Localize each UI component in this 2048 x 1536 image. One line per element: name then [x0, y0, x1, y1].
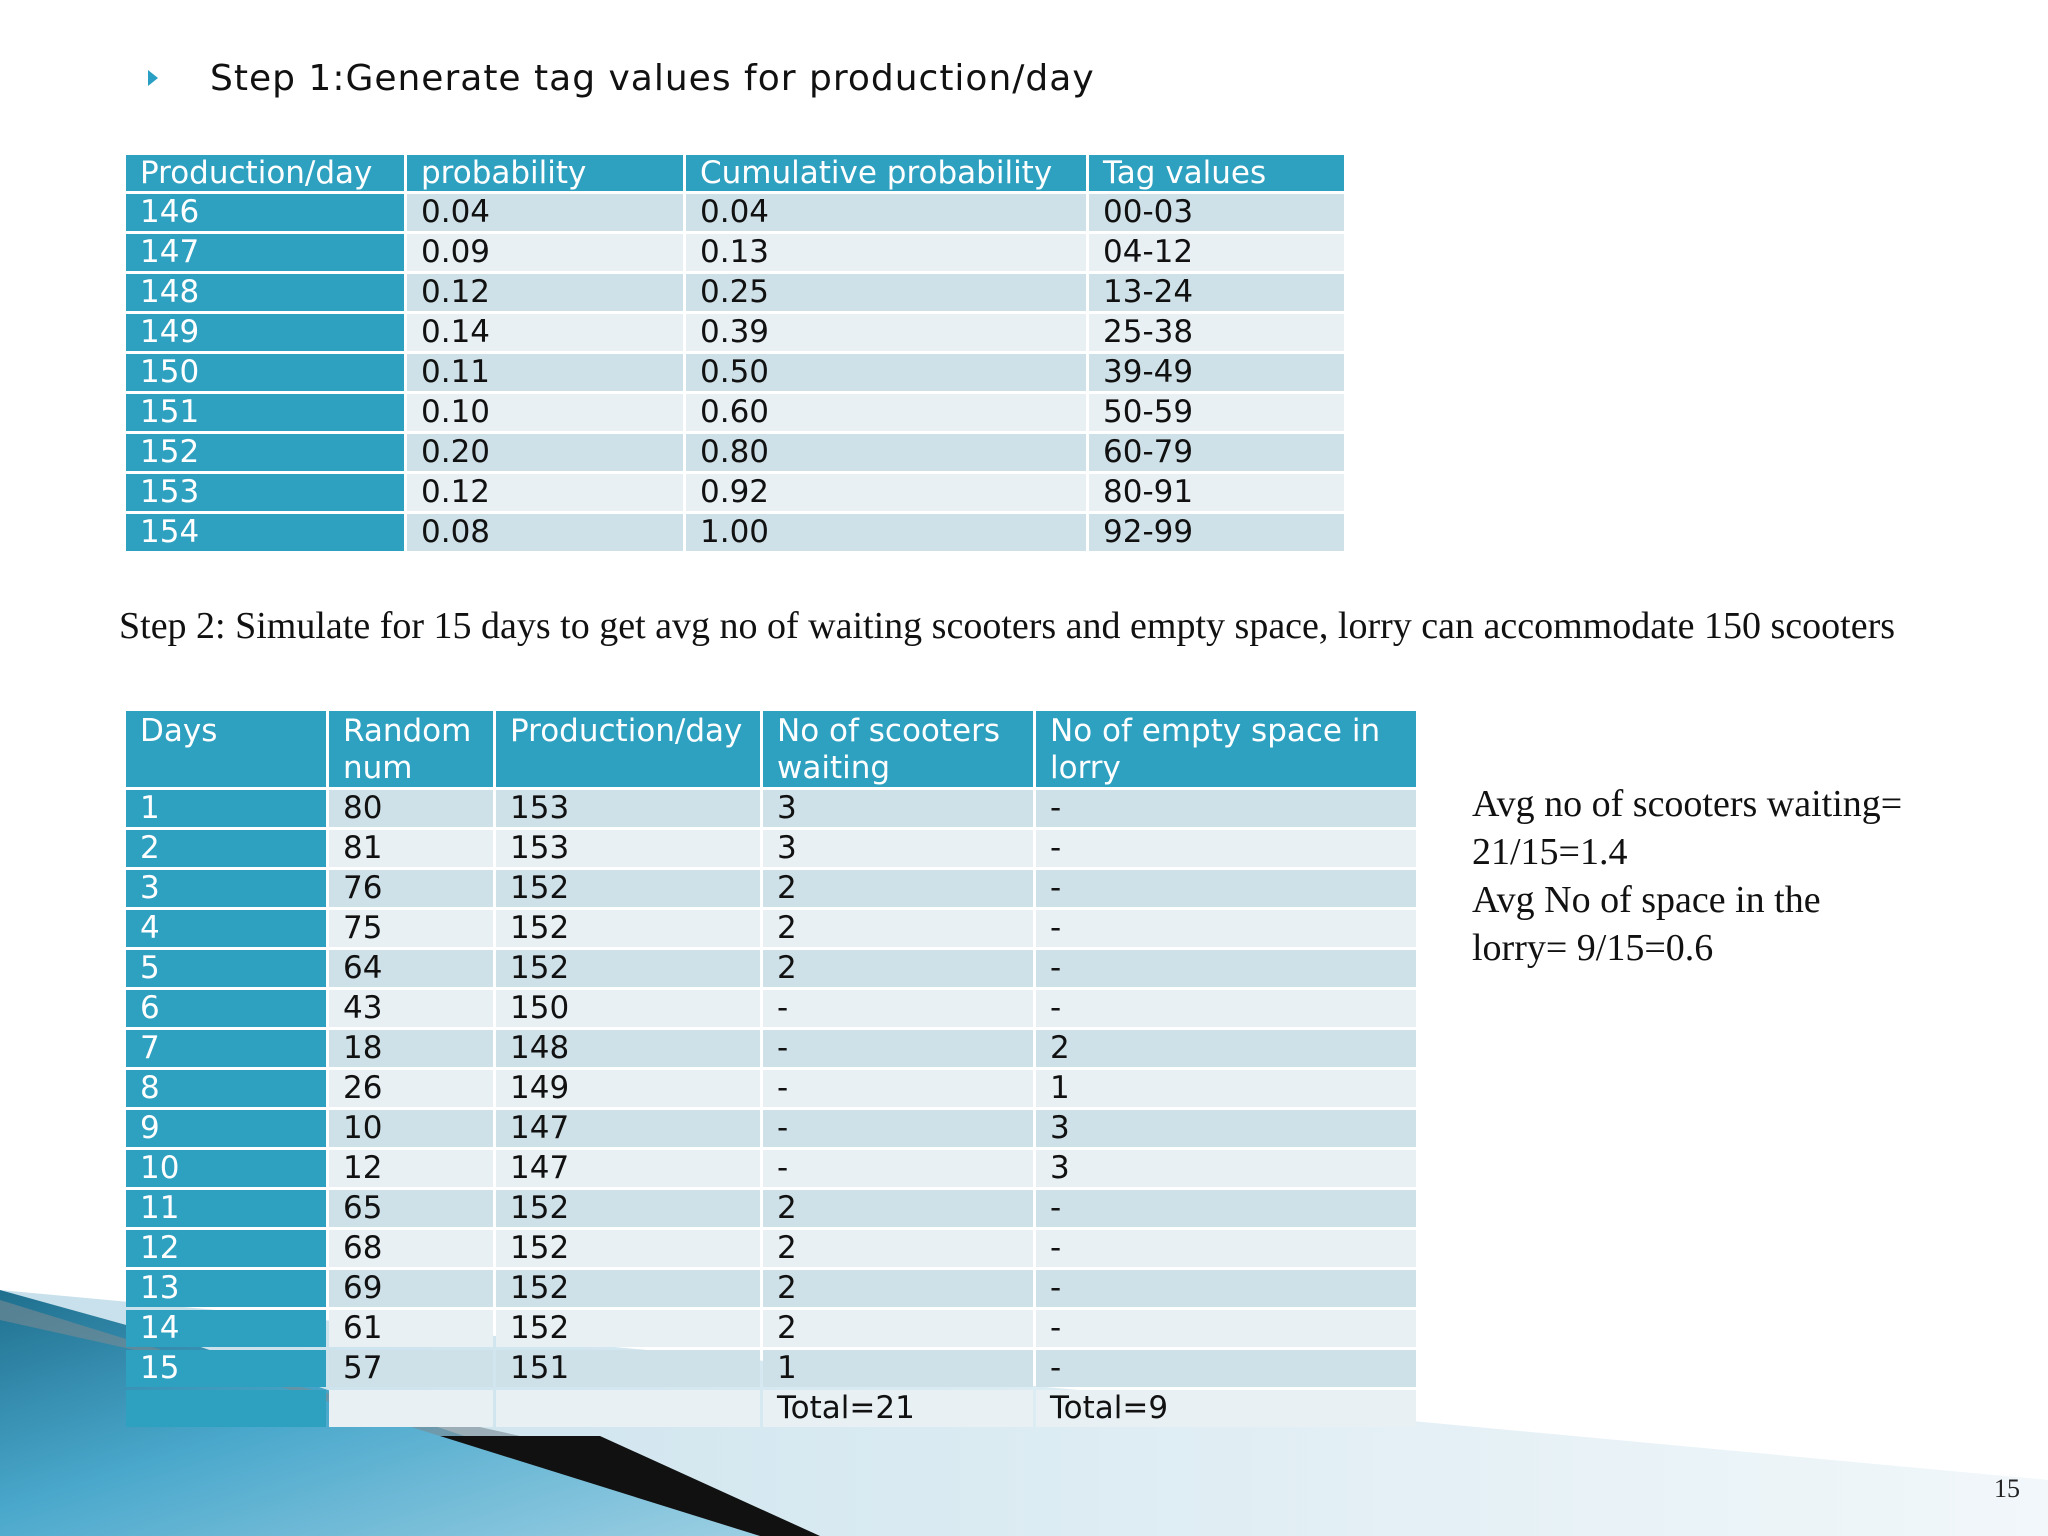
table-cell: 152: [126, 434, 404, 471]
table-cell: 0.80: [686, 434, 1086, 471]
table-row: [126, 274, 1344, 311]
table-cell: 0.60: [686, 394, 1086, 431]
table-cell: -: [1036, 1310, 1416, 1347]
table-cell: 152: [496, 910, 760, 947]
table-cell: 65: [329, 1190, 493, 1227]
table-cell: 18: [329, 1030, 493, 1067]
table-cell: 61: [329, 1310, 493, 1347]
table-cell: -: [1036, 1190, 1416, 1227]
table-cell: 0.39: [686, 314, 1086, 351]
table-cell: 92-99: [1089, 514, 1344, 551]
table-cell: 13-24: [1089, 274, 1344, 311]
table-cell: -: [763, 1110, 1033, 1147]
table-row: [126, 1190, 1416, 1227]
table-cell: 0.14: [407, 314, 683, 351]
table-cell: 15: [126, 1350, 326, 1387]
table-row: [126, 434, 1344, 471]
header-cell: No of empty space in lorry: [1036, 711, 1416, 787]
table-row: [126, 1070, 1416, 1107]
table-cell: 152: [496, 1230, 760, 1267]
table-cell: 2: [763, 1310, 1033, 1347]
table-cell: 10: [126, 1150, 326, 1187]
table-row: [126, 1230, 1416, 1267]
table-cell: 151: [126, 394, 404, 431]
table-cell: 0.92: [686, 474, 1086, 511]
table-row: [126, 474, 1344, 511]
table-row: [126, 1350, 1416, 1387]
table-cell: 0.20: [407, 434, 683, 471]
table-cell: 69: [329, 1270, 493, 1307]
header-cell: Production/day: [126, 155, 404, 191]
table-cell: 75: [329, 910, 493, 947]
table-cell: 148: [126, 274, 404, 311]
table-cell: 64: [329, 950, 493, 987]
table-cell: 80-91: [1089, 474, 1344, 511]
table-row: [126, 194, 1344, 231]
step1-heading: [148, 48, 1095, 108]
table-cell: -: [763, 1150, 1033, 1187]
table-cell: 6: [126, 990, 326, 1027]
table-cell: -: [1036, 1230, 1416, 1267]
table-cell: -: [1036, 870, 1416, 907]
table-row: [126, 1310, 1416, 1347]
table-cell: 0.10: [407, 394, 683, 431]
table-cell: 2: [763, 910, 1033, 947]
header-cell: Production/day: [496, 711, 760, 787]
table-row: [126, 790, 1416, 827]
table-row: [126, 234, 1344, 271]
total-empty-space-cell: Total=9: [1036, 1390, 1416, 1427]
table-cell: 2: [763, 950, 1033, 987]
table-cell: 25-38: [1089, 314, 1344, 351]
table-cell: 2: [763, 1270, 1033, 1307]
table-cell: 4: [126, 910, 326, 947]
table-cell: 2: [763, 1190, 1033, 1227]
table-cell: 5: [126, 950, 326, 987]
table-cell: -: [763, 990, 1033, 1027]
table-cell: 14: [126, 1310, 326, 1347]
table-cell: 76: [329, 870, 493, 907]
table-row: [126, 870, 1416, 907]
table-cell: 147: [496, 1150, 760, 1187]
table-cell: 04-12: [1089, 234, 1344, 271]
table-cell: 1: [1036, 1070, 1416, 1107]
table-cell: 10: [329, 1110, 493, 1147]
table-row: [126, 1110, 1416, 1147]
average-summary: [1472, 780, 1992, 972]
header-cell: No of scooters waiting: [763, 711, 1033, 787]
table-cell: 0.50: [686, 354, 1086, 391]
table-cell: -: [1036, 790, 1416, 827]
table-row: [126, 910, 1416, 947]
simulation-table: [123, 708, 1419, 1430]
tag-values-table: [123, 152, 1347, 554]
table-cell: -: [1036, 990, 1416, 1027]
table-cell: 148: [496, 1030, 760, 1067]
header-cell: probability: [407, 155, 683, 191]
table-cell: 152: [496, 1270, 760, 1307]
table-row: [126, 514, 1344, 551]
table-cell: 39-49: [1089, 354, 1344, 391]
table-cell: -: [763, 1070, 1033, 1107]
table-cell: 146: [126, 194, 404, 231]
table-cell: 00-03: [1089, 194, 1344, 231]
table-cell: -: [763, 1030, 1033, 1067]
table-header-row: [126, 155, 1344, 191]
table-cell: 12: [329, 1150, 493, 1187]
table-cell: 152: [496, 1310, 760, 1347]
table-cell: 13: [126, 1270, 326, 1307]
total-waiting-cell: Total=21: [763, 1390, 1033, 1427]
table-cell: 153: [496, 830, 760, 867]
table-cell: [126, 1390, 326, 1427]
table-cell: 81: [329, 830, 493, 867]
table-cell: 0.04: [686, 194, 1086, 231]
table-header-row: [126, 711, 1416, 787]
table-cell: 0.09: [407, 234, 683, 271]
table-total-row: [126, 1390, 1416, 1427]
table-cell: 1: [763, 1350, 1033, 1387]
table-row: [126, 990, 1416, 1027]
table-cell: 0.11: [407, 354, 683, 391]
table-row: [126, 1030, 1416, 1067]
table-cell: 152: [496, 870, 760, 907]
table-cell: 0.12: [407, 274, 683, 311]
summary-line: Avg no of scooters waiting=: [1472, 783, 1903, 825]
table-cell: 9: [126, 1110, 326, 1147]
summary-line: Avg No of space in the: [1472, 879, 1821, 921]
table-cell: [496, 1390, 760, 1427]
table-cell: 80: [329, 790, 493, 827]
table-row: [126, 314, 1344, 351]
table-cell: 149: [496, 1070, 760, 1107]
table-cell: 43: [329, 990, 493, 1027]
table-cell: 147: [126, 234, 404, 271]
table-cell: 60-79: [1089, 434, 1344, 471]
table-cell: 150: [496, 990, 760, 1027]
table-row: [126, 830, 1416, 867]
table-cell: [329, 1390, 493, 1427]
table-cell: 3: [1036, 1110, 1416, 1147]
table-cell: 0.13: [686, 234, 1086, 271]
table-row: [126, 1150, 1416, 1187]
table-row: [126, 950, 1416, 987]
table-row: [126, 394, 1344, 431]
table-cell: 1: [126, 790, 326, 827]
page-number: 15: [1994, 1474, 2020, 1503]
table-row: [126, 354, 1344, 391]
table-cell: 3: [126, 870, 326, 907]
table-cell: 153: [496, 790, 760, 827]
table-cell: 153: [126, 474, 404, 511]
table-cell: 0.08: [407, 514, 683, 551]
table-cell: 26: [329, 1070, 493, 1107]
table-row: [126, 1270, 1416, 1307]
table-cell: 0.25: [686, 274, 1086, 311]
step1-text: Step 1:Generate tag values for production/day: [210, 57, 1095, 99]
table-cell: 150: [126, 354, 404, 391]
table-cell: 2: [763, 1230, 1033, 1267]
table-cell: 151: [496, 1350, 760, 1387]
step2-paragraph: Step 2: Simulate for 15 days to get avg no of waiting scooters and empty space, lorry can accommodate 150 scooters: [119, 605, 1896, 647]
table-cell: 2: [763, 870, 1033, 907]
table-cell: -: [1036, 1270, 1416, 1307]
table-cell: 3: [763, 830, 1033, 867]
table-cell: -: [1036, 1350, 1416, 1387]
table-cell: 0.04: [407, 194, 683, 231]
header-cell: Random num: [329, 711, 493, 787]
header-cell: Cumulative probability: [686, 155, 1086, 191]
header-cell: Tag values: [1089, 155, 1344, 191]
triangle-bullet-icon: [148, 70, 158, 86]
header-cell: Days: [126, 711, 326, 787]
table-cell: -: [1036, 950, 1416, 987]
table-cell: 152: [496, 1190, 760, 1227]
table-cell: 2: [126, 830, 326, 867]
table-cell: 3: [1036, 1150, 1416, 1187]
table-cell: 152: [496, 950, 760, 987]
table-cell: -: [1036, 830, 1416, 867]
table-cell: -: [1036, 910, 1416, 947]
table-cell: 0.12: [407, 474, 683, 511]
table-cell: 7: [126, 1030, 326, 1067]
table-cell: 2: [1036, 1030, 1416, 1067]
table-cell: 12: [126, 1230, 326, 1267]
summary-line: 21/15=1.4: [1472, 831, 1628, 873]
table-cell: 68: [329, 1230, 493, 1267]
table-cell: 57: [329, 1350, 493, 1387]
table-cell: 1.00: [686, 514, 1086, 551]
table-cell: 50-59: [1089, 394, 1344, 431]
table-cell: 154: [126, 514, 404, 551]
table-cell: 147: [496, 1110, 760, 1147]
table-cell: 8: [126, 1070, 326, 1107]
table-cell: 3: [763, 790, 1033, 827]
summary-line: lorry= 9/15=0.6: [1472, 927, 1714, 969]
table-cell: 149: [126, 314, 404, 351]
table-cell: 11: [126, 1190, 326, 1227]
